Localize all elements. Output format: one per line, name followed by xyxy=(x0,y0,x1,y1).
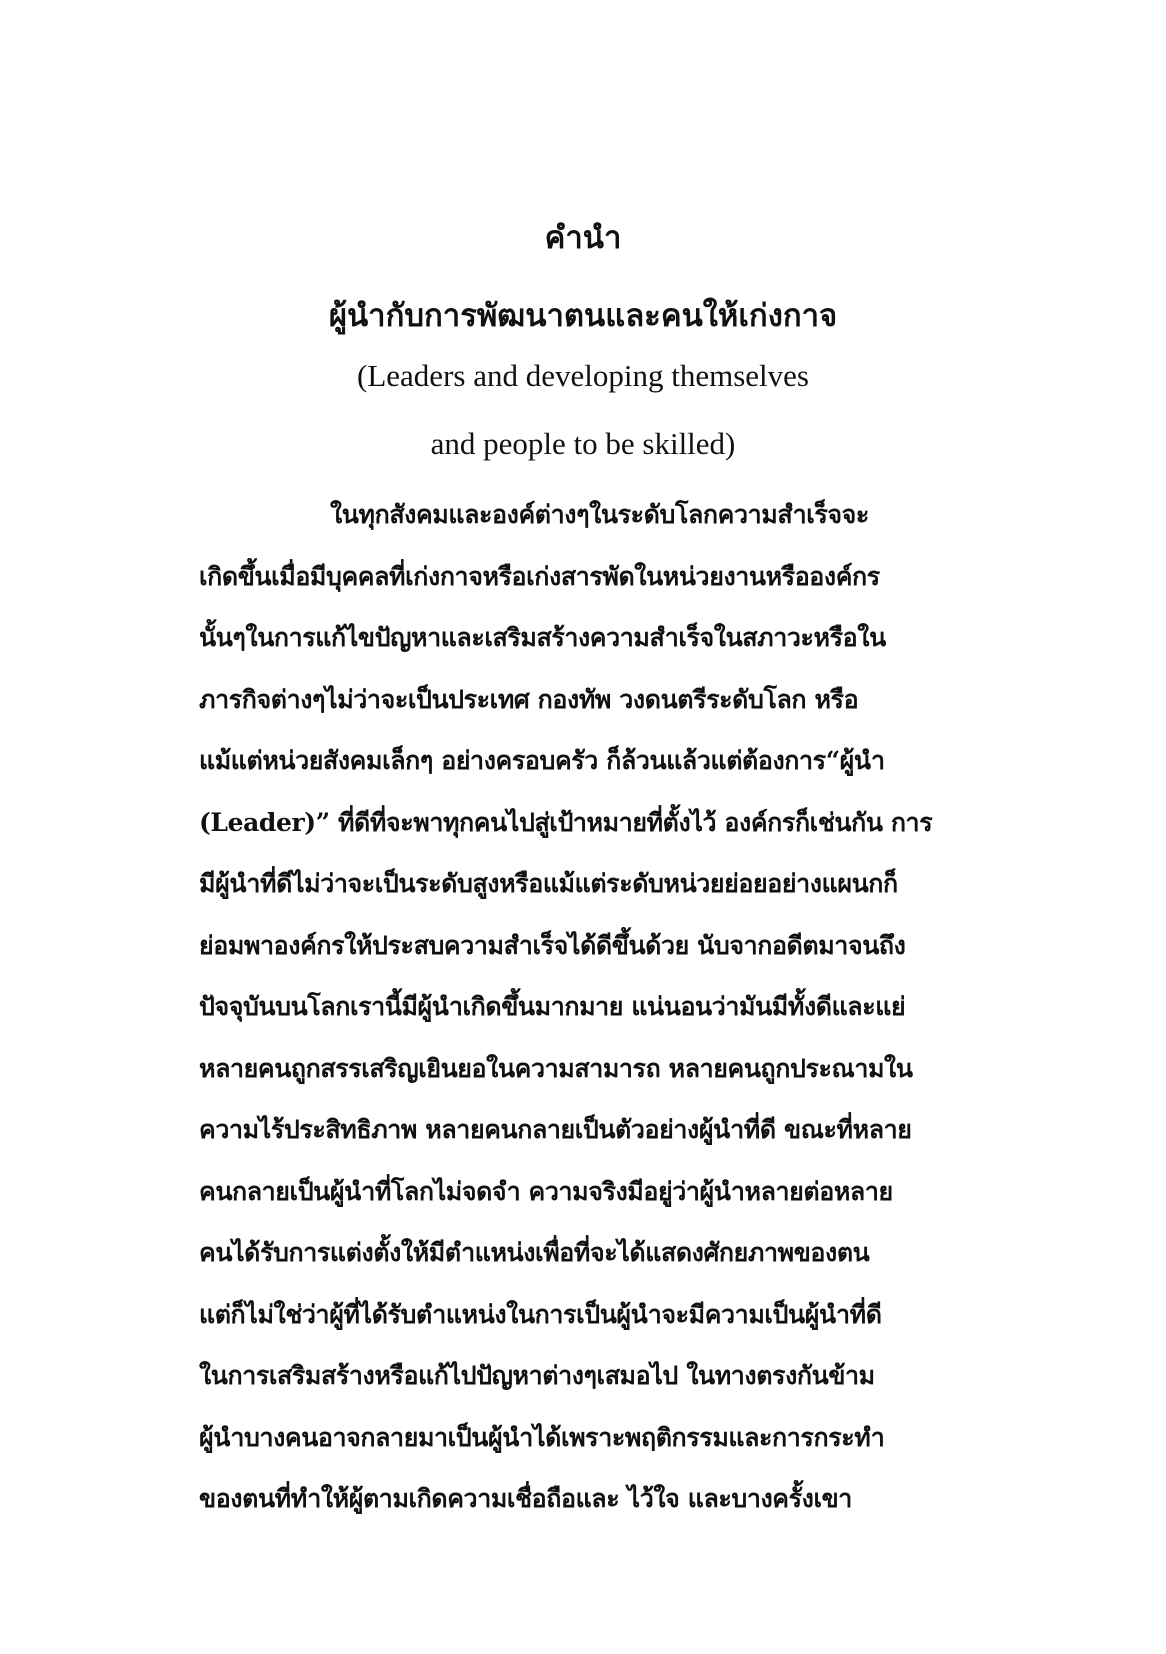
body-line: ภารกิจต่างๆไม่ว่าจะเป็นประเทศ กองทัพ วงดนตรีระดับโลก หรือ xyxy=(199,684,859,714)
body-line: ความไร้ประสิทธิภาพ หลายคนกลายเป็นตัวอย่างผู้นำที่ดี ขณะที่หลาย xyxy=(199,1115,912,1144)
body-line: คนกลายเป็นผู้นำที่โลกไม่จดจำ ความจริงมีอยู่ว่าผู้นำหลายต่อหลาย xyxy=(199,1176,893,1206)
body-line: หลายคนถูกสรรเสริญเยินยอในความสามารถ หลายคนถูกประณามใน xyxy=(199,1053,913,1083)
body-line: ย่อมพาองค์กรให้ประสบความสำเร็จได้ดีขึ้นด้วย นับจากอดีตมาจนถึง xyxy=(199,930,906,960)
body-line: ในการเสริมสร้างหรือแก้ไปปัญหาต่างๆเสมอไป ในทางตรงกันข้าม xyxy=(199,1361,875,1390)
body-line: คนได้รับการแต่งตั้งให้มีตำแหน่งเพื่อที่จะได้แสดงศักยภาพของตน xyxy=(199,1238,870,1267)
body-line: นั้นๆในการแก้ไขปัญหาและเสริมสร้างความสำเร็จในสภาวะหรือใน xyxy=(199,623,886,652)
document-title: ผู้นำกับการพัฒนาตนและคนให้เก่งกาจ xyxy=(328,298,838,334)
preface-body xyxy=(199,484,969,1530)
body-line: มีผู้นำที่ดีไม่ว่าจะเป็นระดับสูงหรือแม้แต่ระดับหน่วยย่อยอย่างแผนกก็ xyxy=(199,869,898,898)
body-line: แม้แต่หน่วยสังคมเล็กๆ อย่างครอบครัว ก็ล้วนแล้วแต่ต้องการ“ผู้นำ xyxy=(199,746,885,775)
body-line: (Leader)” ที่ดีที่จะพาทุกคนไปสู่เป้าหมายที่ตั้งไว้ องค์กรก็เช่นกัน การ xyxy=(199,807,933,837)
body-line: ผู้นำบางคนอาจกลายมาเป็นผู้นำได้เพราะพฤติกรรมและการกระทำ xyxy=(199,1422,885,1452)
english-subtitle-line-2: and people to be skilled) xyxy=(430,426,736,461)
body-line: เกิดขึ้นเมื่อมีบุคคลที่เก่งกาจหรือเก่งสารพัดในหน่วยงานหรือองค์กร xyxy=(199,561,880,591)
preface-heading: คำนำ xyxy=(544,220,622,256)
english-subtitle-line-1: (Leaders and developing themselves xyxy=(357,358,809,393)
body-line: แต่ก็ไม่ใช่ว่าผู้ที่ได้รับตำแหน่งในการเป็นผู้นำจะมีความเป็นผู้นำที่ดี xyxy=(199,1299,882,1329)
body-line: ในทุกสังคมและองค์ต่างๆในระดับโลกความสำเร็จจะ xyxy=(330,500,869,529)
body-line: ของตนที่ทำให้ผู้ตามเกิดความเชื่อถือและ ไว้ใจ และบางครั้งเขา xyxy=(199,1484,852,1513)
body-line: ปัจจุบันบนโลกเรานี้มีผู้นำเกิดขึ้นมากมาย แน่นอนว่ามันมีทั้งดีและแย่ xyxy=(199,992,906,1021)
